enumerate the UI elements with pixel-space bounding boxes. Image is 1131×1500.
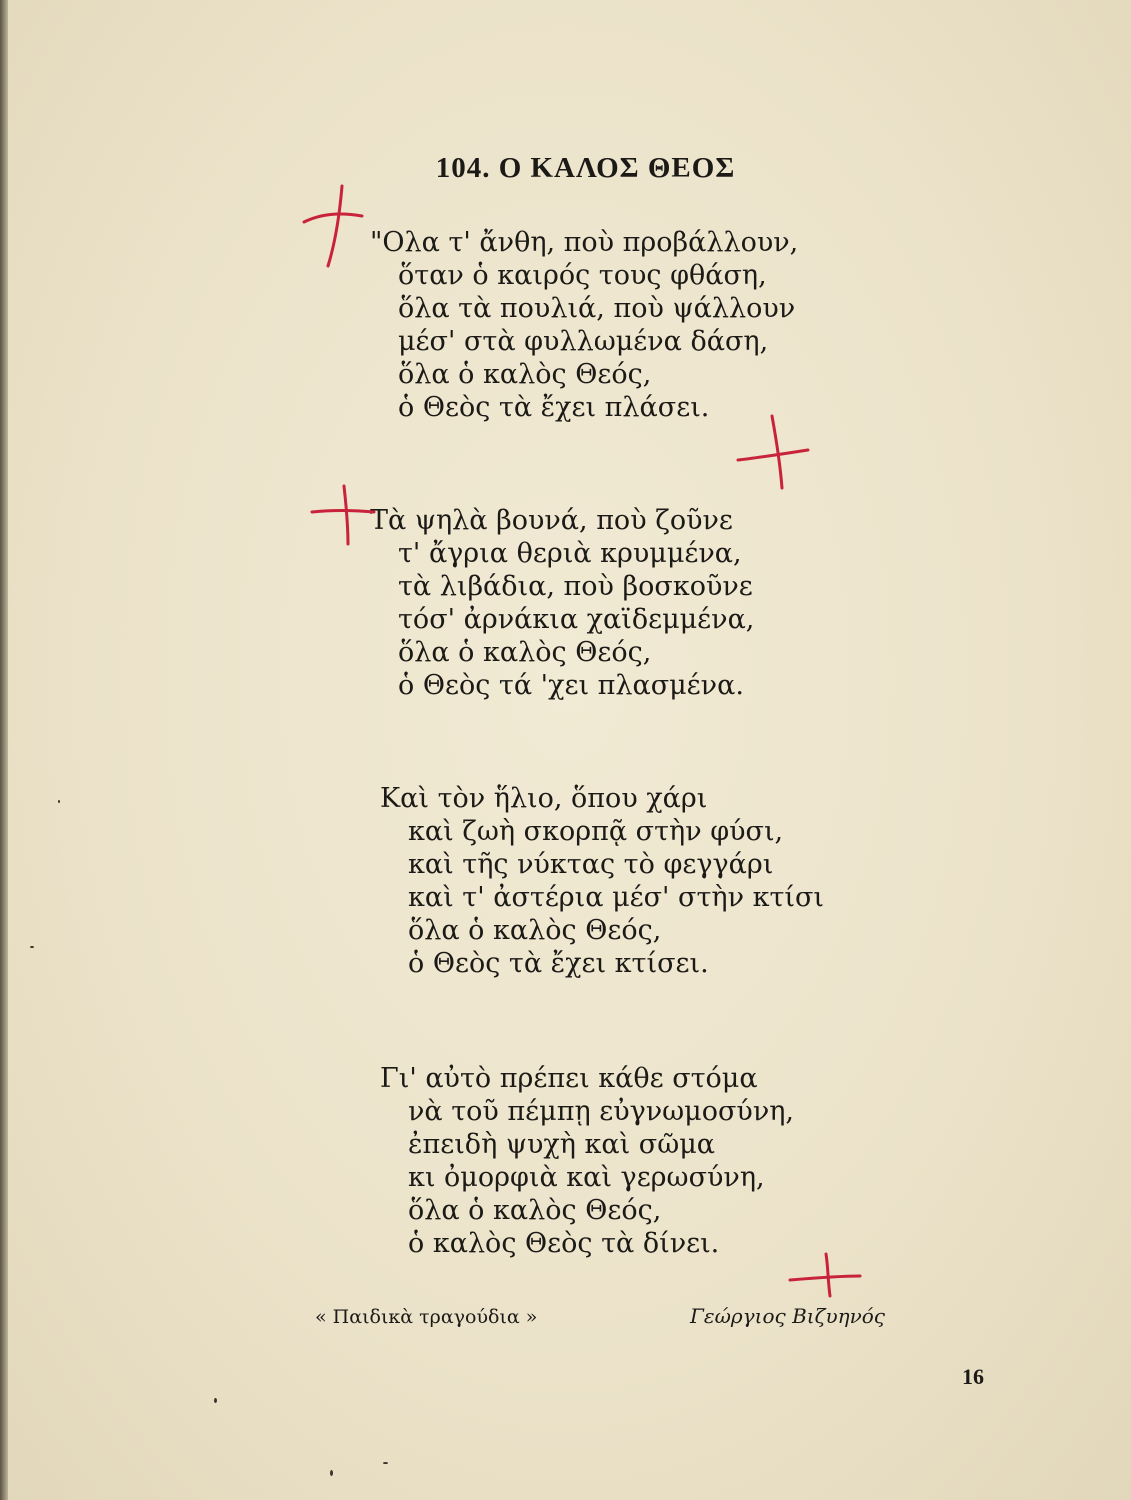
poem-line: ὁ Θεὸς τά 'χει πλασμένα. — [398, 670, 744, 701]
poem-line: νὰ τοῦ πέμπῃ εὐγνωμοσύνη, — [408, 1096, 794, 1127]
poem-line: ὅλα τὰ πουλιά, ποὺ ψάλλουν — [398, 293, 796, 324]
page-edge-shadow — [0, 0, 8, 1500]
poem-line: Καὶ τὸν ἥλιο, ὅπου χάρι — [380, 783, 708, 814]
paper-speck — [58, 800, 60, 803]
poem-line: "Ολα τ' ἄνθη, ποὺ προβάλλουν, — [370, 227, 799, 258]
stanza-2 — [370, 504, 754, 702]
red-cross-mark-icon — [300, 180, 370, 280]
paper-speck — [330, 1470, 333, 1476]
red-cross-mark-icon — [784, 1250, 864, 1300]
poem-line: καὶ τῆς νύκτας τὸ φεγγάρι — [408, 849, 774, 880]
paper-speck — [214, 1398, 217, 1403]
poem-line: ὅλα ὁ καλὸς Θεός, — [398, 359, 652, 390]
poem-line: καὶ ζωὴ σκορπᾷ στὴν φύσι, — [408, 816, 784, 847]
poem-line: ὅταν ὁ καιρός τους φθάση, — [398, 260, 767, 291]
poem-line: Γι' αὐτὸ πρέπει κάθε στόμα — [380, 1063, 758, 1094]
poem-line: μέσ' στὰ φυλλωμένα δάση, — [398, 326, 769, 357]
poem-line: Τὰ ψηλὰ βουνά, ποὺ ζοῦνε — [370, 505, 733, 536]
page-number: 16 — [962, 1364, 984, 1389]
poem-line: ὅλα ὁ καλὸς Θεός, — [398, 637, 652, 668]
poem-line: ὁ Θεὸς τὰ ἔχει κτίσει. — [408, 948, 709, 979]
poem-line: ὅλα ὁ καλὸς Θεός, — [408, 915, 662, 946]
poem-line: τ' ἄγρια θεριὰ κρυμμένα, — [398, 538, 742, 569]
stanza-1 — [370, 226, 798, 424]
poem-line: καὶ τ' ἀστέρια μέσ' στὴν κτίσι — [408, 882, 825, 913]
poem-line: κι ὀμορφιὰ καὶ γερωσύνη, — [408, 1162, 765, 1193]
red-cross-mark-icon — [308, 482, 378, 552]
stanza-3 — [380, 782, 824, 980]
poem-line: ὁ Θεὸς τὰ ἔχει πλάσει. — [398, 392, 710, 423]
poem-line: τὰ λιβάδια, ποὺ βοσκοῦνε — [398, 571, 753, 602]
poem-line: ὁ καλὸς Θεὸς τὰ δίνει. — [408, 1228, 720, 1259]
poem-title: 104. Ο ΚΑΛΟΣ ΘΕΟΣ — [435, 152, 736, 184]
author-name: Γεώργιος Βιζυηνός — [690, 1304, 885, 1328]
poem-line: ὅλα ὁ καλὸς Θεός, — [408, 1195, 662, 1226]
stanza-4 — [380, 1062, 794, 1260]
poem-line: τόσ' ἀρνάκια χαϊδεμμένα, — [398, 604, 755, 635]
source-citation: « Παιδικὰ τραγούδια » — [315, 1306, 538, 1328]
poem-line: ἐπειδὴ ψυχὴ καὶ σῶμα — [408, 1129, 716, 1160]
paper-speck — [30, 946, 34, 948]
paper-speck — [383, 1462, 388, 1464]
